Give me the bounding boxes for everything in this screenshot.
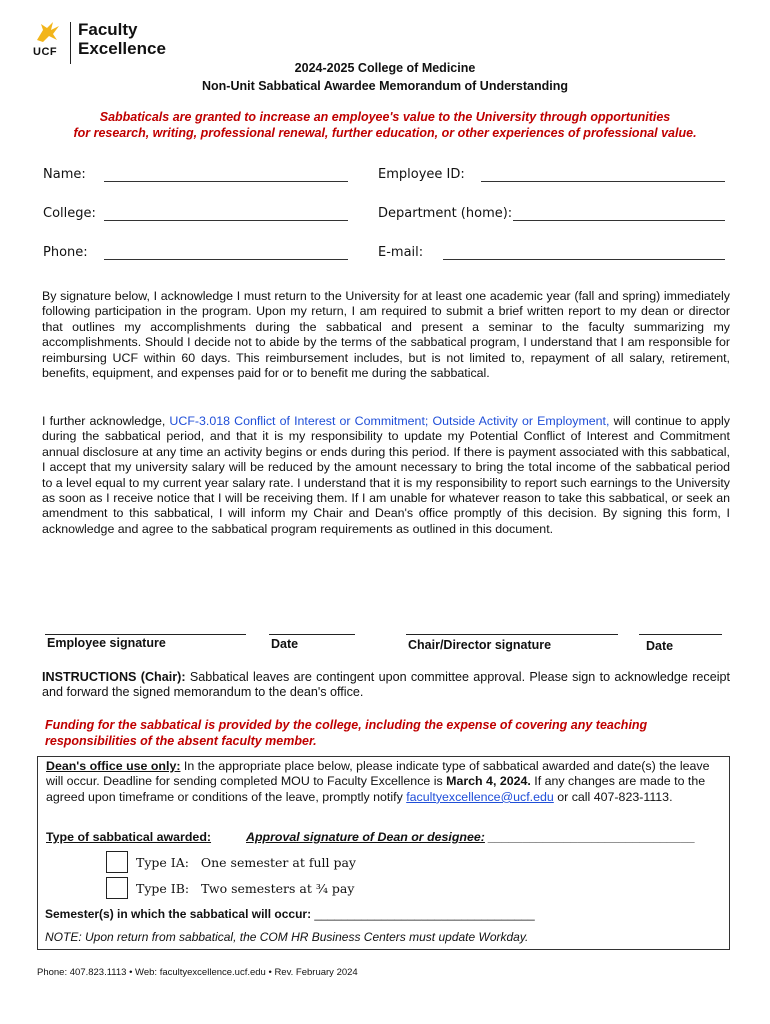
logo-org-text: UCF <box>33 46 58 58</box>
conflict-paragraph <box>42 414 730 537</box>
name-label: Name: <box>43 167 86 182</box>
semester-label: Semester(s) in which the sabbatical will occur: <box>45 907 312 921</box>
logo-line2: Excellence <box>78 39 166 58</box>
email-label: E-mail: <box>378 245 424 260</box>
deans-text1: In the appropriate place below, please indicate type of sabbatical awarded and date(s) the leave will occur. Deadline for sending completed MOU to Faculty Excellence is <box>46 759 710 789</box>
email-field[interactable] <box>443 259 725 260</box>
footer: Phone: 407.823.1113 • Web: facultyexcellence.ucf.edu • Rev. February 2024 <box>37 967 358 978</box>
deadline: March 4, 2024. <box>446 774 531 789</box>
department-field[interactable] <box>513 220 725 221</box>
date-line-2[interactable] <box>639 634 722 635</box>
page-subtitle: Non-Unit Sabbatical Awardee Memorandum of Understanding <box>201 79 568 93</box>
purpose-line1: Sabbaticals are granted to increase an employee's value to the University through opportunities <box>99 110 671 124</box>
phone-label: Phone: <box>43 245 88 260</box>
pegasus-icon <box>33 20 63 44</box>
instructions <box>42 670 730 701</box>
date-label-1: Date <box>271 637 299 651</box>
employee-signature-line[interactable] <box>45 634 246 635</box>
date-line-1[interactable] <box>269 634 355 635</box>
approval-signature[interactable] <box>246 830 695 844</box>
para2-start: I further acknowledge, <box>42 414 170 428</box>
chair-signature-line[interactable] <box>406 634 618 635</box>
employee-id-field[interactable] <box>481 181 725 182</box>
deans-office-label: Dean's office use only: <box>46 759 181 773</box>
department-label: Department (home): <box>378 206 513 221</box>
funding-line1: Funding for the sabbatical is provided by the college, including the expense of covering any teaching <box>45 718 648 732</box>
deans-office-text <box>46 759 726 805</box>
chair-signature-label: Chair/Director signature <box>408 638 552 652</box>
semester-field[interactable] <box>45 907 535 921</box>
acknowledgement-paragraph: By signature below, I acknowledge I must return to the University for at least one academic year (fall and spring) immediately following participation in the program. Upon my return, I am required to submit a brief written report to my dean or director that outlines my accomplishments during the sabbatical and present a seminar to the faculty summarizing my accomplishments. Should I decide not to abide by the terms of the sabbatical program, I understand that I am responsible for reimbursing UCF within 60 days. This reimbursement includes, but is not limited to, repayment of all salary, retirement, benefits, equipment, and expenses paid for or to benefit me during the sabbatical. <box>42 289 730 381</box>
employee-signature-label: Employee signature <box>47 636 166 650</box>
instructions-label: INSTRUCTIONS (Chair): <box>42 670 186 684</box>
instructions-text: Sabbatical leaves are contingent upon committee approval. Please sign to acknowledge receipt and forward the signed memorandum to the dean's office. <box>42 670 730 700</box>
name-field[interactable] <box>104 181 348 182</box>
funding-note <box>45 717 647 749</box>
workday-note: NOTE: Upon return from sabbatical, the COM HR Business Centers must update Workday. <box>45 930 529 944</box>
type-label: Type of sabbatical awarded: <box>46 830 212 844</box>
employee-id-label: Employee ID: <box>378 167 465 182</box>
semester-blank: _________________________________ <box>311 907 535 921</box>
deans-text3: or call 407-823-1113. <box>553 789 673 804</box>
type-ib-checkbox[interactable] <box>106 877 128 899</box>
logo-name <box>78 20 166 58</box>
logo-line1: Faculty <box>78 20 138 39</box>
approval-label: Approval signature of Dean or designee: <box>246 830 485 844</box>
logo-divider <box>70 22 71 64</box>
approval-blank: ______________________________ <box>484 830 696 844</box>
type-ia-checkbox[interactable] <box>106 851 128 873</box>
type-ib-label: Type IB: Two semesters at ¾ pay <box>136 881 355 896</box>
email-link[interactable]: facultyexcellence@ucf.edu <box>406 789 554 804</box>
college-label: College: <box>43 206 96 221</box>
purpose-line2: for research, writing, professional renewal, further education, or other experiences of professional value. <box>73 126 697 140</box>
page-title: 2024-2025 College of Medicine <box>294 61 476 75</box>
date-label-2: Date <box>646 639 674 653</box>
para2-rest: will continue to apply during the sabbatical period, and that it is my responsibility to update my Potential Conflict of Interest and Commitment annual disclosure at any time an activity begins or ends during this period. If there is payment associated with this sabbatical, I accept that my university salary will be reduced by the amount necessary to bring the total income of the sabbatical period to a level equal to my current year salary rate. I understand that it is my responsibility to report such earnings to the University as soon as I receive notice that I will be receiving them. If I am unable for whatever reason to take this sabbatical, or seek an amendment to this sabbatical, I will inform my Chair and Dean's office promptly of this decision. By signing this form, I acknowledge and agree to the sabbatical program requirements as outlined in this document. <box>42 414 730 536</box>
phone-field[interactable] <box>104 259 348 260</box>
type-ia-label: Type IA: One semester at full pay <box>136 855 356 870</box>
policy-link[interactable]: UCF-3.018 Conflict of Interest or Commitment; Outside Activity or Employment, <box>169 414 610 428</box>
deans-text2: If any changes are made to the agreed upon timeframe or conditions of the leave, promptly notify <box>46 774 706 804</box>
funding-line2: responsibilities of the absent faculty member. <box>45 734 317 748</box>
college-field[interactable] <box>104 220 348 221</box>
